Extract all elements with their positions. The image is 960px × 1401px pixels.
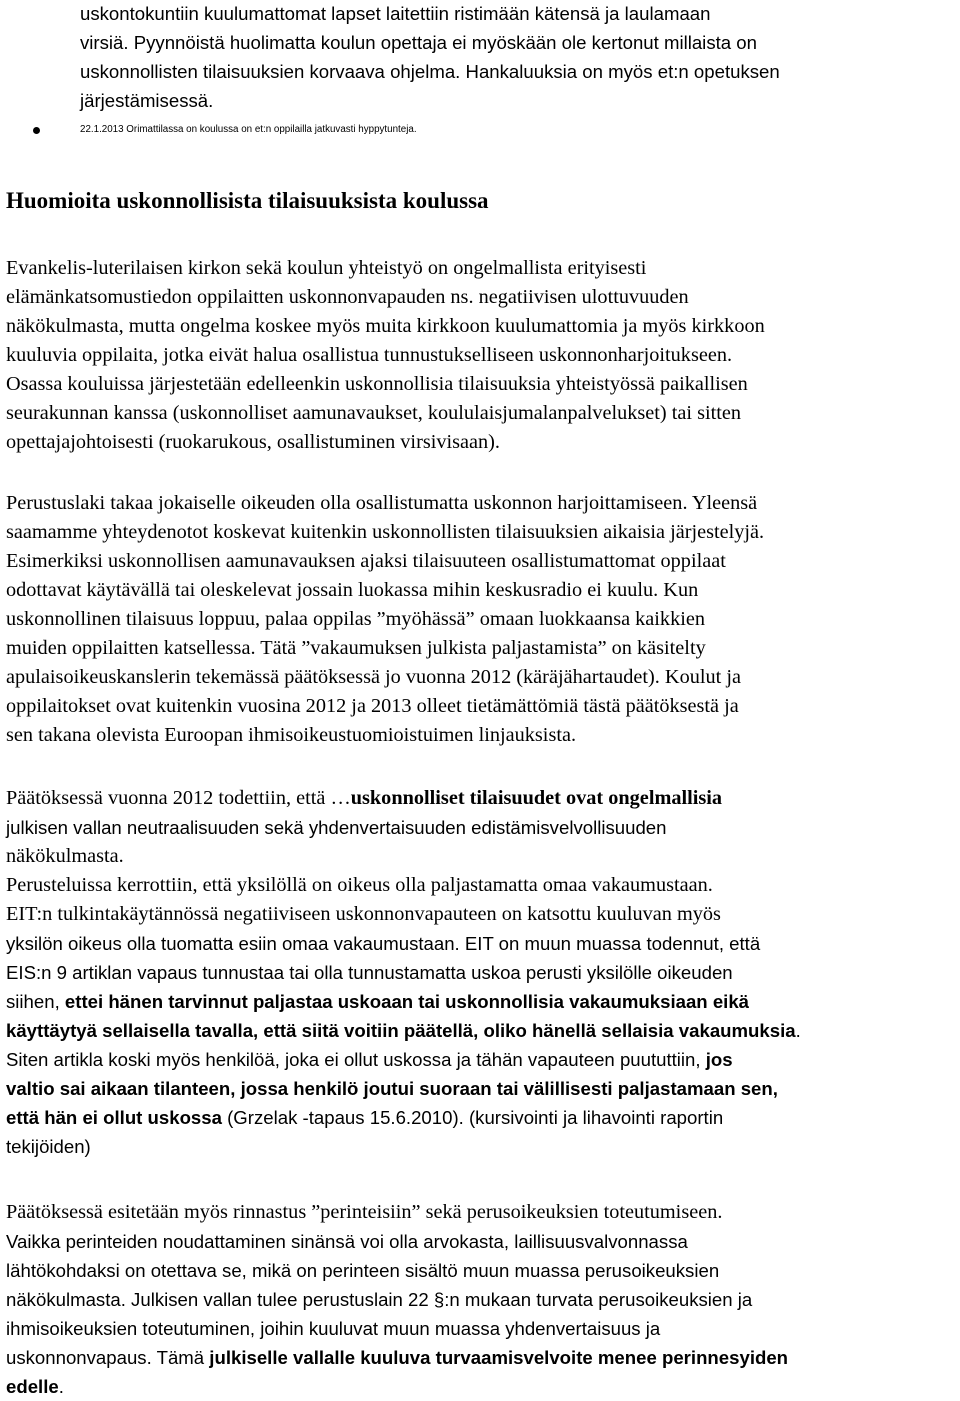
text-line: julkisen vallan neutraalisuuden sekä yhdenvertaisuuden edistämisvelvollisuuden (6, 817, 667, 838)
text-line: oppilaitokset ovat kuitenkin vuosina 2012 ja 2013 olleet tietämättömiä tästä päätöksestä ja (6, 695, 739, 717)
text-line: odottavat käytävällä tai oleskelevat jossain luokassa mihin keskusradio ei kuulu. Kun (6, 579, 699, 601)
bold-text-run: ettei hänen tarvinnut paljastaa uskoaan tai uskonnollisia vakaumuksiaan eikä (64, 991, 750, 1012)
bold-text-run: valtio sai aikaan tilanteen, jossa henkilö joutui suoraan tai välillisesti paljastamaan sen, (6, 1078, 778, 1099)
text-line (6, 987, 749, 1016)
text-line: elämänkatsomustiedon oppilaitten uskonnonvapauden ns. negatiivisen ulottuvuuden (6, 286, 689, 308)
text-line: ihmisoikeuksien toteutuminen, joihin kuuluvat muun muassa yhdenvertaisuus ja (6, 1318, 661, 1339)
text-line: uskonnollisten tilaisuuksien korvaava ohjelma. Hankaluuksia on myös et:n opetuksen (80, 61, 780, 82)
text-line (6, 1343, 788, 1372)
text-line: uskontokuntiin kuulumattomat lapset laitettiin ristimään kätensä ja laulamaan (80, 3, 711, 24)
text-line (6, 1045, 733, 1074)
text-line: Esimerkiksi uskonnollisen aamunavauksen ajaksi tilaisuuteen osallistumattomat oppilaat (6, 550, 726, 572)
text-run: Siten artikla koski myös henkilöä, joka ei ollut uskossa ja tähän vapauteen puututtiin, (6, 1049, 706, 1070)
text-line: sen takana olevista Euroopan ihmisoikeustuomioistuimen linjauksista. (6, 724, 577, 746)
text-line: opettajajohtoisesti (ruokarukous, osallistuminen virsivisaan). (6, 431, 500, 453)
bold-text-run: käyttäytyä sellaisella tavalla, että siitä voitiin päätellä, oliko hänellä sellaisia vakaumuksia (6, 1020, 796, 1041)
text-run: . (795, 1020, 801, 1041)
bullet-text: 22.1.2013 Orimattilassa on koulussa on et:n oppilailla jatkuvasti hyppytunteja. (80, 124, 417, 135)
bold-text-run: jos (705, 1049, 733, 1070)
text-line: Perustuslaki takaa jokaiselle oikeuden olla osallistumatta uskonnon harjoittamiseen. Yleensä (6, 492, 758, 514)
text-line: järjestämisessä. (80, 90, 214, 111)
text-run: (Grzelak -tapaus 15.6.2010). (kursivointi ja lihavointi raportin (221, 1107, 724, 1128)
text-line: EIT:n tulkintakäytännössä negatiiviseen uskonnonvapauteen on katsottu kuuluvan myös (6, 903, 721, 925)
bold-text-run: edelle (6, 1376, 59, 1397)
text-line: yksilön oikeus olla tuomatta esiin omaa vakaumustaan. EIT on muun muassa todennut, että (6, 933, 761, 954)
text-line (6, 784, 722, 813)
bullet-icon (33, 127, 40, 134)
text-line: EIS:n 9 artiklan vapaus tunnustaa tai olla tunnustamatta uskoa perusti yksilölle oikeuden (6, 962, 733, 983)
text-line: näkökulmasta, mutta ongelma koskee myös muita kirkkoon kuulumattomia ja myös kirkkoon (6, 315, 765, 337)
text-line: lähtökohdaksi on otettava se, mikä on perinteen sisältö muun muassa perusoikeuksien (6, 1260, 720, 1281)
text-line: näkökulmasta. (6, 845, 124, 867)
text-line: Evankelis-luterilaisen kirkon sekä koulun yhteistyö on ongelmallista erityisesti (6, 257, 647, 279)
text-line (6, 1074, 778, 1103)
text-run: Päätöksessä vuonna 2012 todettiin, että … (6, 787, 351, 809)
bold-text-run: että hän ei ollut uskossa (6, 1107, 222, 1128)
bold-text-run: julkiselle vallalle kuuluva turvaamisvelvoite menee perinnesyiden (209, 1347, 789, 1368)
text-line: Osassa kouluissa järjestetään edelleenkin uskonnollisia tilaisuuksia yhteistyössä paikallisen (6, 373, 748, 395)
text-line: näkökulmasta. Julkisen vallan tulee perustuslain 22 §:n mukaan turvata perusoikeuksien ja (6, 1289, 753, 1310)
text-run: siihen, (6, 991, 65, 1012)
text-line: seurakunnan kanssa (uskonnolliset aamunavaukset, koululaisjumalanpalvelukset) tai sitten (6, 402, 742, 424)
text-line: apulaisoikeuskanslerin tekemässä päätöksessä jo vuonna 2012 (käräjähartaudet). Koulut ja (6, 666, 741, 688)
section-heading: Huomioita uskonnollisista tilaisuuksista koulussa (6, 188, 489, 213)
text-run: uskonnonvapaus. Tämä (6, 1347, 210, 1368)
text-run: . (58, 1376, 64, 1397)
bold-text-run: uskonnolliset tilaisuudet ovat ongelmallisia (350, 787, 723, 809)
text-line: saamamme yhteydenotot koskevat kuitenkin uskonnollisten tilaisuuksien aikaisia järjestelyjä. (6, 521, 765, 543)
text-line: tekijöiden) (6, 1136, 91, 1157)
text-line (6, 1372, 64, 1401)
text-line: uskonnollinen tilaisuus loppuu, palaa oppilas ”myöhässä” omaan luokkaansa kaikkien (6, 608, 705, 630)
text-line (6, 1016, 801, 1045)
text-line: Päätöksessä esitetään myös rinnastus ”perinteisiin” sekä perusoikeuksien toteutumiseen. (6, 1201, 723, 1223)
text-line: kuuluvia oppilaita, jotka eivät halua osallistua tunnustukselliseen uskonnonharjoitukseen. (6, 344, 733, 366)
text-line: Perusteluissa kerrottiin, että yksilöllä on oikeus olla paljastamatta omaa vakaumustaan. (6, 874, 713, 896)
text-line: Vaikka perinteiden noudattaminen sinänsä voi olla arvokasta, laillisuusvalvonnassa (6, 1231, 688, 1252)
text-line: virsiä. Pyynnöistä huolimatta koulun opettaja ei myöskään ole kertonut millaista on (80, 32, 757, 53)
text-line (6, 1103, 723, 1132)
text-line: muiden oppilaitten katsellessa. Tätä ”vakaumuksen julkista paljastamista” on käsitelty (6, 637, 706, 659)
